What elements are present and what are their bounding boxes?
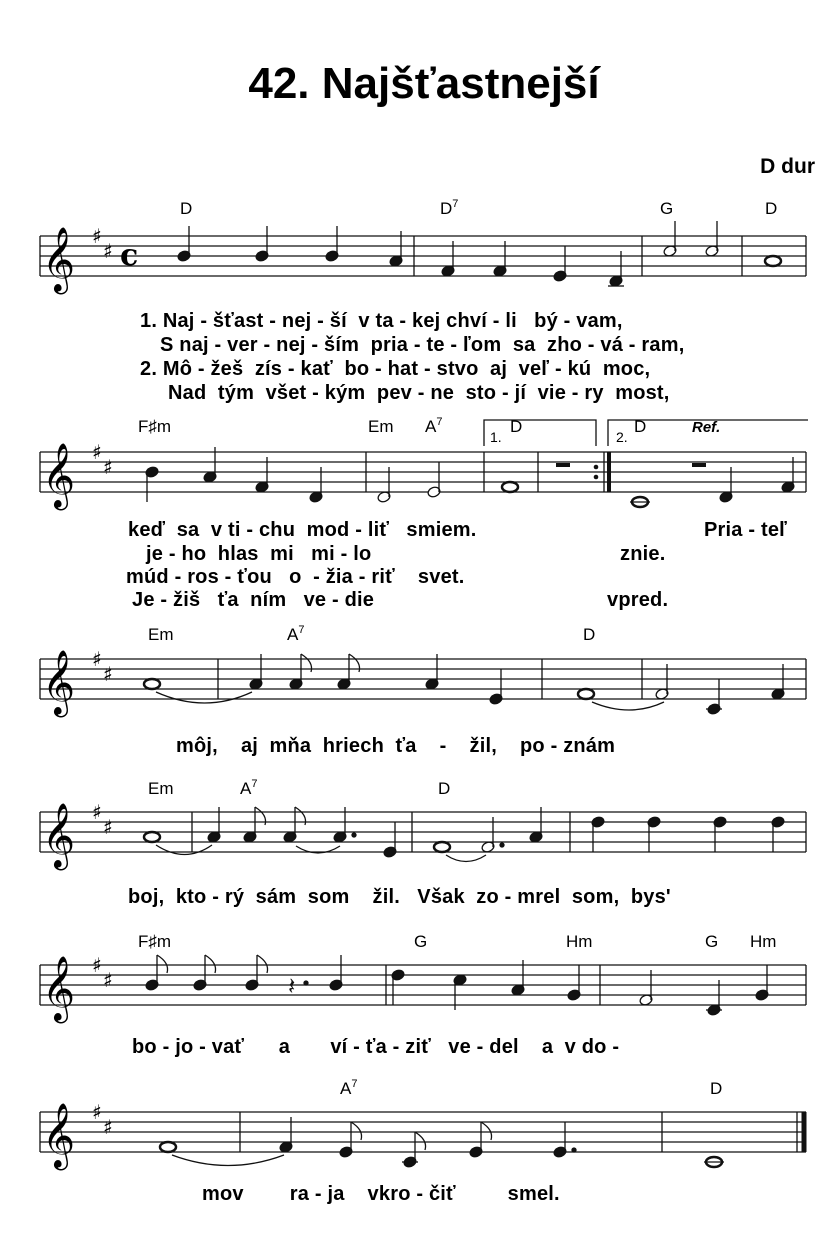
- chord: G: [660, 199, 674, 218]
- chord: $A^7$: [240, 778, 258, 798]
- page-title: 42. Najšťastnejší: [248, 59, 600, 108]
- chord: Hm: [566, 932, 593, 951]
- lyric-line: znie.: [620, 543, 666, 565]
- sharp-icon: ♯: [103, 1115, 113, 1139]
- sharp-icon: ♯: [103, 815, 113, 839]
- treble-clef-icon: 𝄞: [42, 443, 76, 508]
- volta-1-label: 1.: [490, 429, 502, 445]
- lyric-line: 2. Mô - žeš zís - kať bo - hat - stvo aj veľ - kú moc,: [140, 358, 651, 380]
- lyric-line: keď sa v ti - chu mod - liť smiem.: [128, 519, 477, 541]
- refrain-marker: Ref.: [692, 419, 721, 436]
- treble-clef-icon: 𝄞: [42, 227, 76, 292]
- system-1: [40, 198, 806, 404]
- volta-2-label: 2.: [616, 429, 628, 445]
- lyric-line: múd - ros - ťou o - žia - riť svet.: [126, 566, 465, 588]
- sharp-icon: ♯: [103, 968, 113, 992]
- chord: $A^7$: [425, 416, 443, 436]
- sharp-icon: ♯: [103, 455, 113, 479]
- quarter-rest-icon: 𝄽: [288, 972, 296, 1000]
- lyric-line: S naj - ver - nej - ším pria - te - ľom sa zho - vá - ram,: [160, 334, 685, 356]
- chord: D: [583, 625, 596, 644]
- lyric-line: vpred.: [607, 589, 669, 611]
- lyric-line: bo - jo - vať a ví - ťa - ziť ve - del a v do -: [132, 1036, 620, 1058]
- chord: F♯m: [138, 417, 172, 436]
- lyric-line: 1. Naj - šťast - nej - ší v ta - kej chví - li bý - vam,: [140, 310, 623, 332]
- lyric-line: je - ho hlas mi mi - lo: [146, 543, 372, 565]
- notes: [145, 447, 795, 507]
- chord: $A^7$: [287, 624, 305, 644]
- common-time-icon: c: [120, 238, 139, 273]
- sharp-icon: ♯: [92, 224, 102, 248]
- sharp-icon: ♯: [92, 647, 102, 671]
- notes: [144, 807, 785, 862]
- lyric-line: Pria - teľ: [704, 519, 788, 541]
- chord: D: [710, 1079, 723, 1098]
- sharp-icon: ♯: [103, 239, 113, 263]
- chord: Em: [148, 779, 174, 798]
- staff: [40, 1112, 806, 1152]
- lyric-line: boj, kto - rý sám som žil. Však zo - mrel som, bys': [128, 886, 671, 908]
- chord: G: [414, 932, 428, 951]
- chord: D: [634, 417, 647, 436]
- system-5: [40, 932, 806, 1058]
- chord: Em: [368, 417, 394, 436]
- chord: F♯m: [138, 932, 172, 951]
- system-6: [40, 1078, 806, 1205]
- notes: [144, 654, 785, 715]
- system-2: [40, 416, 808, 611]
- chord: G: [705, 932, 719, 951]
- chord: D: [765, 199, 778, 218]
- system-4: [40, 778, 806, 908]
- chord: Hm: [750, 932, 777, 951]
- lyric-line: Nad tým všet - kým pev - ne sto - jí vie - ry most,: [168, 382, 670, 404]
- treble-clef-icon: 𝄞: [42, 956, 76, 1021]
- chord: D: [438, 779, 451, 798]
- chord: D: [180, 199, 193, 218]
- sharp-icon: ♯: [103, 662, 113, 686]
- sharp-icon: ♯: [92, 440, 102, 464]
- sharp-icon: ♯: [92, 953, 102, 977]
- notes: [177, 221, 781, 287]
- sharp-icon: ♯: [92, 1100, 102, 1124]
- lyric-line: Je - žiš ťa ním ve - die: [132, 589, 375, 611]
- chord: D: [510, 417, 523, 436]
- treble-clef-icon: 𝄞: [42, 1103, 76, 1168]
- sharp-icon: ♯: [92, 800, 102, 824]
- treble-clef-icon: 𝄞: [42, 803, 76, 868]
- system-3: [40, 624, 806, 757]
- lyric-line: mov ra - ja vkro - čiť smel.: [202, 1183, 560, 1205]
- chord: $A^7$: [340, 1078, 358, 1098]
- key-signature-label: D dur: [760, 155, 815, 178]
- chord: $D^7$: [440, 198, 459, 218]
- lyric-line: môj, aj mňa hriech ťa - žil, po - znám: [176, 735, 616, 757]
- staff: [40, 236, 806, 276]
- treble-clef-icon: 𝄞: [42, 650, 76, 715]
- chord: Em: [148, 625, 174, 644]
